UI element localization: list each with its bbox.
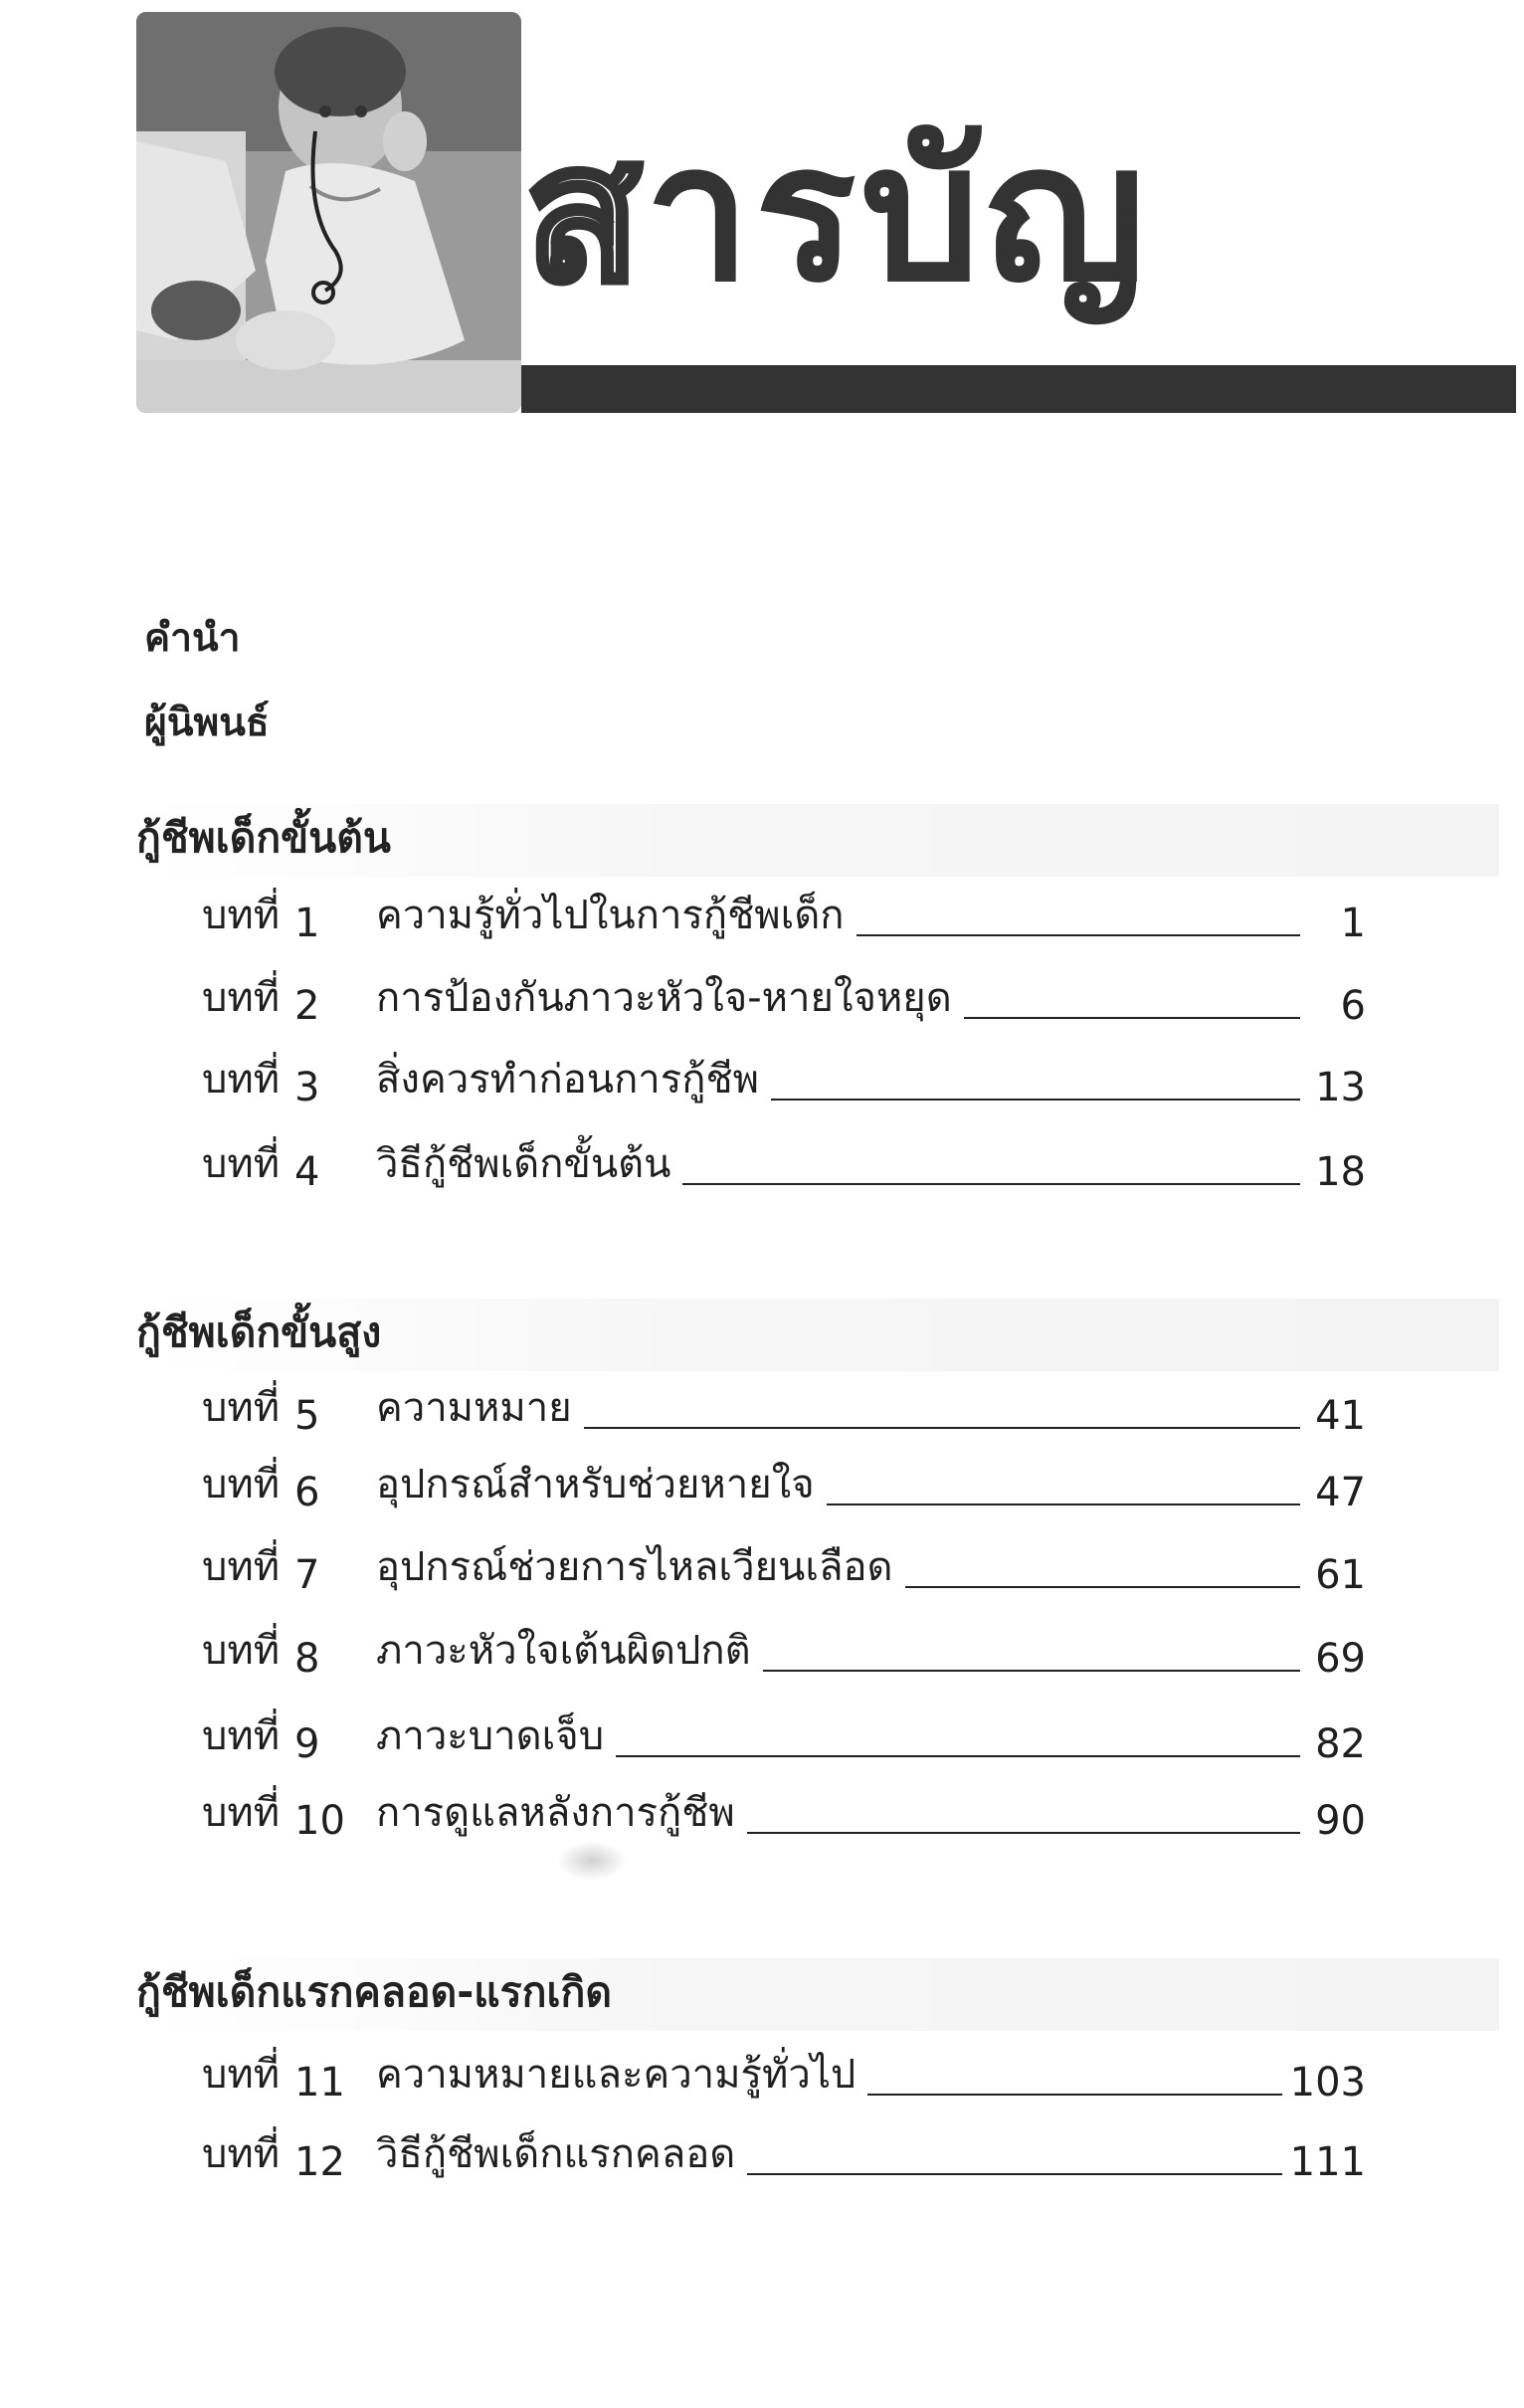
toc-entry[interactable] <box>202 1460 1366 1515</box>
child-photo-illustration <box>136 12 521 413</box>
page-number: 6 <box>1340 983 1366 1029</box>
chapter-prefix: บทที่ <box>202 893 281 938</box>
chapter-prefix: บทที่ <box>202 1628 281 1674</box>
chapter-title: การดูแลหลังการกู้ชีพ <box>376 1790 735 1836</box>
chapter-title: ความรู้ทั่วไปในการกู้ชีพเด็ก <box>376 893 845 938</box>
chapter-number: 1 <box>294 901 320 946</box>
dot-leader <box>584 1427 1300 1429</box>
page-number: 69 <box>1315 1636 1366 1682</box>
front-matter-preface[interactable]: คำนำ <box>144 616 241 661</box>
page-number: 47 <box>1315 1470 1366 1515</box>
toc-entry[interactable] <box>202 2129 1366 2185</box>
toc-entry[interactable] <box>202 2050 1366 2106</box>
chapter-number: 2 <box>294 983 320 1029</box>
chapter-number: 8 <box>294 1636 320 1682</box>
dot-leader <box>682 1183 1300 1185</box>
toc-entry[interactable] <box>202 1542 1366 1598</box>
dot-leader <box>771 1099 1300 1101</box>
header-bar <box>521 365 1516 413</box>
toc-entry[interactable] <box>202 1711 1366 1767</box>
chapter-prefix: บทที่ <box>202 1713 281 1759</box>
chapter-title: ภาวะบาดเจ็บ <box>376 1713 605 1759</box>
dot-leader <box>905 1586 1300 1588</box>
toc-entry[interactable] <box>202 1788 1366 1844</box>
chapter-title: ความหมายและความรู้ทั่วไป <box>376 2052 857 2098</box>
section-heading-advanced: กู้ชีพเด็กขั้นสูง <box>136 1299 1499 1371</box>
dot-leader <box>857 934 1300 936</box>
page-number: 41 <box>1315 1393 1366 1439</box>
chapter-number: 4 <box>294 1149 320 1195</box>
chapter-title: ความหมาย <box>376 1385 572 1431</box>
page-number: 1 <box>1340 901 1366 946</box>
chapter-number: 11 <box>294 2060 345 2106</box>
chapter-number: 5 <box>294 1393 320 1439</box>
toc-entry[interactable] <box>202 1383 1366 1439</box>
toc-entry[interactable] <box>202 891 1366 946</box>
front-matter-authors[interactable]: ผู้นิพนธ์ <box>144 701 270 745</box>
chapter-prefix: บทที่ <box>202 1141 281 1187</box>
page-title-first-letter: ส <box>525 103 645 323</box>
chapter-prefix: บทที่ <box>202 1790 281 1836</box>
chapter-number: 12 <box>294 2139 345 2185</box>
dot-leader <box>964 1017 1300 1019</box>
dot-leader <box>827 1504 1300 1505</box>
chapter-number: 3 <box>294 1065 320 1110</box>
chapter-number: 6 <box>294 1470 320 1515</box>
chapter-number: 7 <box>294 1552 320 1598</box>
chapter-title: อุปกรณ์สำหรับช่วยหายใจ <box>376 1462 815 1507</box>
chapter-number: 9 <box>294 1721 320 1767</box>
page-number: 18 <box>1315 1149 1366 1195</box>
chapter-prefix: บทที่ <box>202 1544 281 1590</box>
chapter-title: ภาวะหัวใจเต้นผิดปกติ <box>376 1628 751 1674</box>
page-number: 13 <box>1315 1065 1366 1110</box>
scan-smudge <box>557 1841 627 1881</box>
section-heading-basic: กู้ชีพเด็กขั้นต้น <box>136 804 1499 877</box>
toc-entry[interactable] <box>202 1055 1366 1110</box>
chapter-prefix: บทที่ <box>202 1057 281 1103</box>
header-photo <box>136 12 521 413</box>
chapter-title: การป้องกันภาวะหัวใจ-หายใจหยุด <box>376 975 952 1021</box>
toc-entry[interactable] <box>202 1626 1366 1682</box>
toc-entry[interactable] <box>202 973 1366 1029</box>
page-number: 103 <box>1289 2060 1366 2106</box>
section-heading-newborn: กู้ชีพเด็กแรกคลอด-แรกเกิด <box>136 1958 1499 2031</box>
chapter-prefix: บทที่ <box>202 1462 281 1507</box>
page-title-rest: ารบัญ <box>644 103 1150 323</box>
toc-entry[interactable] <box>202 1139 1366 1195</box>
chapter-prefix: บทที่ <box>202 975 281 1021</box>
dot-leader <box>747 1832 1300 1834</box>
chapter-prefix: บทที่ <box>202 2052 281 2098</box>
page-title <box>525 103 1150 323</box>
page-number: 82 <box>1315 1721 1366 1767</box>
chapter-prefix: บทที่ <box>202 2131 281 2177</box>
dot-leader <box>867 2094 1281 2096</box>
chapter-title: อุปกรณ์ช่วยการไหลเวียนเลือด <box>376 1544 893 1590</box>
chapter-number: 10 <box>294 1798 345 1844</box>
chapter-title: วิธีกู้ชีพเด็กขั้นต้น <box>376 1141 671 1187</box>
page-number: 111 <box>1289 2139 1366 2185</box>
chapter-prefix: บทที่ <box>202 1385 281 1431</box>
dot-leader <box>616 1755 1300 1757</box>
dot-leader <box>763 1670 1300 1672</box>
dot-leader <box>747 2173 1281 2175</box>
chapter-title: สิ่งควรทำก่อนการกู้ชีพ <box>376 1057 759 1103</box>
page-number: 61 <box>1315 1552 1366 1598</box>
page-number: 90 <box>1315 1798 1366 1844</box>
chapter-title: วิธีกู้ชีพเด็กแรกคลอด <box>376 2131 736 2177</box>
